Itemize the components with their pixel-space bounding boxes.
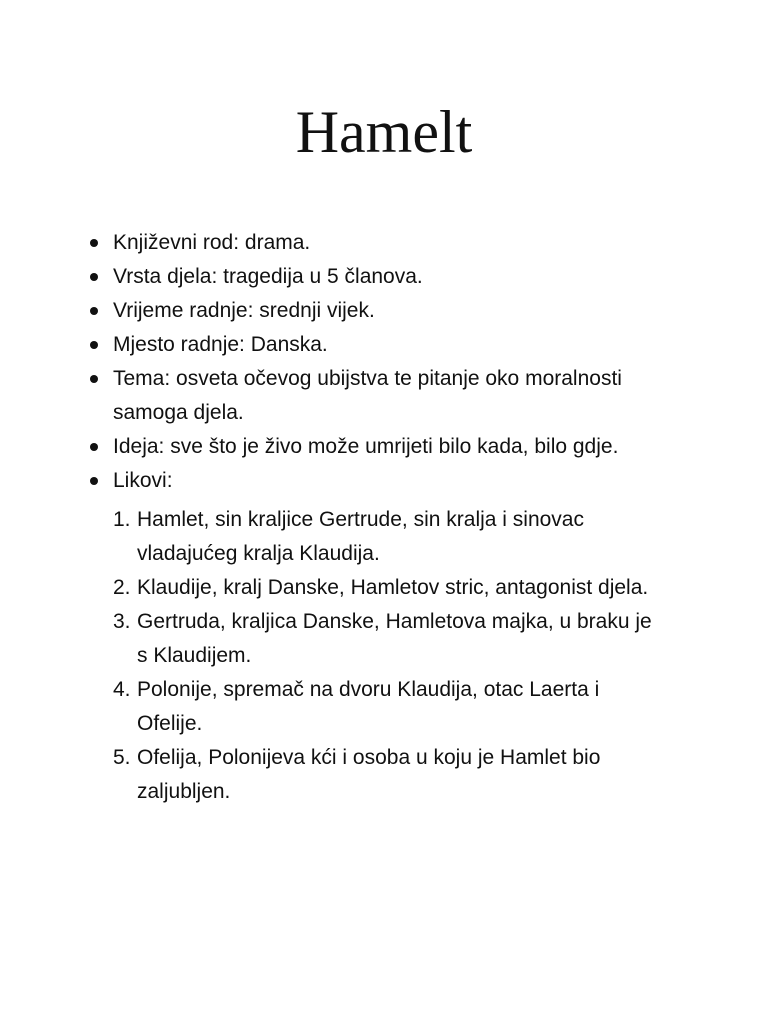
list-item <box>89 294 689 328</box>
bullet-icon <box>90 307 98 315</box>
item-number: 4. <box>113 678 131 701</box>
character-text: Hamlet, sin kraljice Gertrude, sin kralja i sinovac vladajućeg kralja Klaudija. <box>137 508 584 565</box>
list-item <box>89 260 689 294</box>
character-item <box>113 571 653 605</box>
character-item <box>113 673 653 741</box>
list-item-text: Vrijeme radnje: srednji vijek. <box>113 299 375 322</box>
list-item-text: Tema: osveta očevog ubijstva te pitanje oko moralnosti samoga djela. <box>113 367 622 424</box>
item-number: 2. <box>113 576 131 599</box>
list-item <box>89 362 689 430</box>
bullet-list <box>89 226 689 498</box>
characters-section <box>113 503 653 809</box>
list-item-text: Likovi: <box>113 469 173 492</box>
list-item <box>89 226 689 260</box>
page-title: Hamelt <box>295 99 473 165</box>
bullet-icon <box>90 341 98 349</box>
list-item-text: Ideja: sve što je živo može umrijeti bilo kada, bilo gdje. <box>113 435 619 458</box>
item-number: 5. <box>113 746 131 769</box>
list-item <box>89 430 689 464</box>
bullet-icon <box>90 477 98 485</box>
bullet-icon <box>90 239 98 247</box>
list-item-text: Mjesto radnje: Danska. <box>113 333 328 356</box>
character-text: Ofelija, Polonijeva kći i osoba u koju je Hamlet bio zaljubljen. <box>137 746 601 803</box>
bullet-icon <box>90 443 98 451</box>
character-text: Klaudije, kralj Danske, Hamletov stric, antagonist djela. <box>137 576 649 599</box>
list-item <box>89 464 689 498</box>
character-item <box>113 503 653 571</box>
list-item-text: Književni rod: drama. <box>113 231 311 254</box>
character-item <box>113 741 653 809</box>
bullet-icon <box>90 375 98 383</box>
character-list <box>113 503 653 809</box>
list-item <box>89 328 689 362</box>
item-number: 1. <box>113 508 131 531</box>
character-text: Gertruda, kraljica Danske, Hamletova majka, u braku je s Klaudijem. <box>137 610 652 667</box>
bullet-icon <box>90 273 98 281</box>
list-item-text: Vrsta djela: tragedija u 5 članova. <box>113 265 423 288</box>
character-text: Polonije, spremač na dvoru Klaudija, otac Laerta i Ofelije. <box>137 678 600 735</box>
character-item <box>113 605 653 673</box>
item-number: 3. <box>113 610 131 633</box>
